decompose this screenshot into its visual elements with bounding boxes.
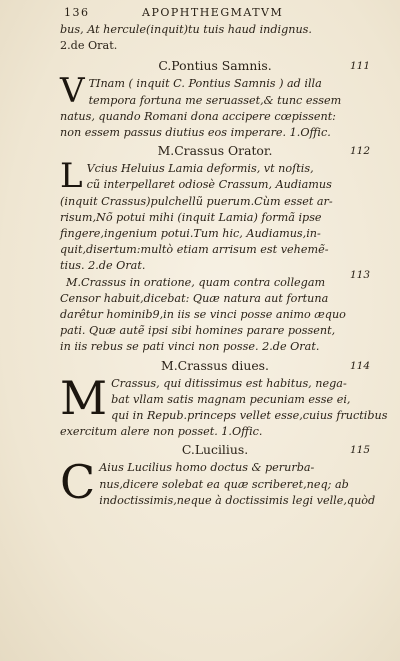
- text-line: risum,Nõ potui mihi (inquit Lamia) formã ipse: [60, 210, 322, 224]
- text-line: bat vllam satis magnam pecuniam esse ei,: [111, 392, 351, 406]
- text-line: 2.de Orat.: [60, 39, 118, 53]
- drop-cap: M: [60, 370, 108, 425]
- text-line: TInam ( inquit C. Pontius Samnis ) ad illa: [88, 77, 322, 91]
- text-line: fingere,ingenium potui.Tum hic, Audiamus,in-: [60, 227, 321, 241]
- section-heading: [60, 56, 370, 76]
- paragraph: [60, 156, 370, 274]
- text-line: tius. 2.de Orat.: [60, 259, 146, 273]
- text-line: nus,dicere solebat ea quæ scriberet,neq; ab: [99, 477, 349, 491]
- apophthegm-number: 115: [349, 444, 370, 457]
- text-line: Vcius Heluius Lamia deformis, vt noſtis,: [86, 162, 314, 176]
- text-line: M.Crassus in oratione, quam contra collegam: [66, 275, 326, 289]
- drop-cap: L: [60, 156, 83, 197]
- apophthegm-number: 111: [349, 60, 370, 73]
- text-line: quit,disertum:multò etiam arrisum est vehemẽ-: [60, 243, 329, 257]
- drop-cap: V: [60, 71, 85, 112]
- paragraph: [60, 455, 376, 510]
- text-line: (inquit Crassus)pulchellũ puerum.Cùm esset ar-: [60, 194, 333, 208]
- paragraph: [60, 71, 370, 141]
- running-title: APOPHTHEGMATVM: [142, 6, 284, 19]
- text-line: non essem passus diutius eos imperare. 1.Offic.: [60, 126, 331, 140]
- apophthegm-number: 114: [349, 359, 370, 372]
- text-line: cũ interpellaret odiosè Crassum, Audiamus: [86, 178, 332, 192]
- section-heading: [60, 141, 370, 161]
- text-line: pati. Quæ autẽ ipsi sibi homines parare possent,: [60, 324, 336, 338]
- text-line: in iis rebus se pati vinci non posse. 2.de Orat.: [60, 340, 320, 354]
- apophthegm-number: 112: [349, 145, 370, 158]
- text-line: Aius Lucilius homo doctus & perurba-: [99, 461, 315, 475]
- paragraph: [60, 370, 388, 441]
- text-line: exercitum alere non posset. 1.Offic.: [60, 425, 263, 439]
- page-number: 136: [64, 6, 90, 19]
- heading-text: C.Lucilius.: [181, 442, 249, 458]
- heading-text: M.Crassus Orator.: [157, 143, 273, 159]
- text-line: Censor habuit,dicebat: Quæ natura aut fortuna: [60, 291, 329, 305]
- text-line: indoctissimis,neque à doctissimis legi velle,quòd: [99, 493, 376, 507]
- running-header: [64, 6, 364, 22]
- heading-text: C.Pontius Samnis.: [158, 58, 272, 74]
- apophthegm-number: 113: [349, 268, 370, 281]
- text-line: natus, quando Romani dona accipere cœpissent:: [60, 109, 336, 123]
- text-line: Crassus, qui ditissimus est habitus, nega-: [111, 376, 347, 390]
- text-line: bus, At hercule(inquit)tu tuis haud indignus.: [60, 23, 312, 36]
- heading-text: M.Crassus diues.: [161, 357, 269, 373]
- drop-cap: C: [60, 455, 96, 510]
- section-heading: [60, 440, 370, 460]
- paragraph: [60, 268, 370, 356]
- text-line: tempora fortuna me seruasset,& tunc essem: [88, 93, 342, 107]
- text-line: qui in Repub.princeps vellet esse,cuius fructibus: [111, 409, 388, 423]
- text-line: darêtur hominib9,in iis se vinci posse animo æquo: [60, 308, 346, 322]
- text-block: [60, 22, 388, 510]
